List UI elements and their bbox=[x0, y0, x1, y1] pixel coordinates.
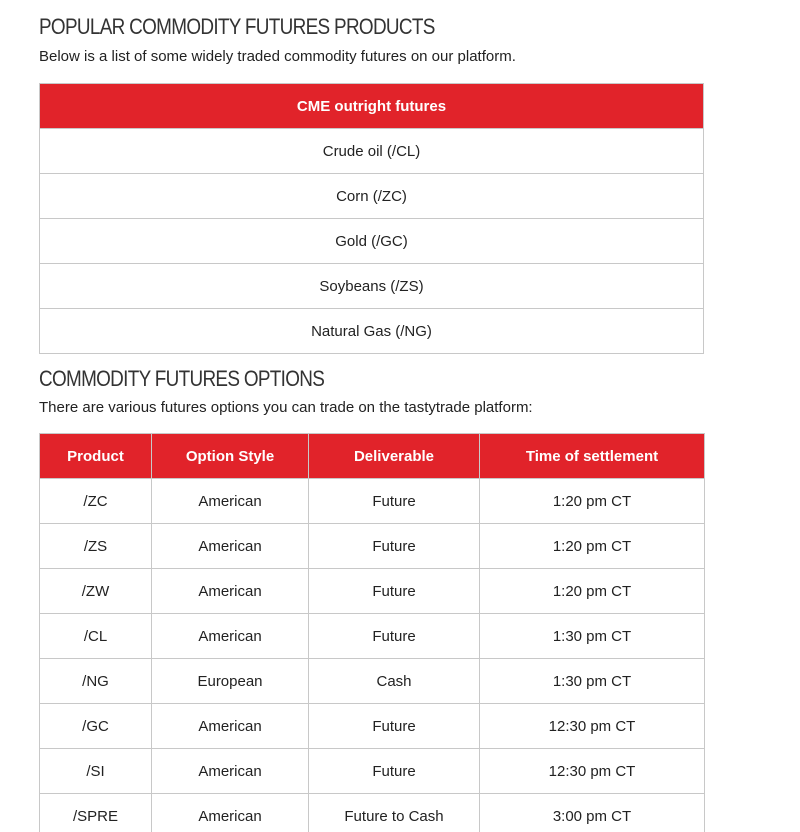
table-header-row bbox=[40, 434, 705, 479]
cell-time-of-settlement: 12:30 pm CT bbox=[480, 749, 705, 794]
column-header-product: Product bbox=[40, 434, 152, 479]
table-row bbox=[40, 704, 705, 749]
cell-option-style: American bbox=[152, 524, 309, 569]
table-cell-product: Crude oil (/CL) bbox=[40, 129, 704, 174]
cell-time-of-settlement: 1:30 pm CT bbox=[480, 659, 705, 704]
table-row bbox=[40, 264, 704, 309]
table-row bbox=[40, 794, 705, 832]
cell-product: /ZC bbox=[40, 479, 152, 524]
cell-deliverable: Future bbox=[309, 479, 480, 524]
table-cell-product: Corn (/ZC) bbox=[40, 174, 704, 219]
cell-product: /ZS bbox=[40, 524, 152, 569]
cell-product: /SI bbox=[40, 749, 152, 794]
table-header-row bbox=[40, 84, 704, 129]
cell-deliverable: Future bbox=[309, 704, 480, 749]
cell-time-of-settlement: 1:20 pm CT bbox=[480, 479, 705, 524]
cell-option-style: American bbox=[152, 704, 309, 749]
table-row bbox=[40, 479, 705, 524]
cell-time-of-settlement: 1:20 pm CT bbox=[480, 524, 705, 569]
cell-option-style: American bbox=[152, 479, 309, 524]
table-cell-product: Soybeans (/ZS) bbox=[40, 264, 704, 309]
table-row bbox=[40, 524, 705, 569]
table-row bbox=[40, 749, 705, 794]
table-row bbox=[40, 659, 705, 704]
cell-product: /ZW bbox=[40, 569, 152, 614]
cell-time-of-settlement: 3:00 pm CT bbox=[480, 794, 705, 832]
cell-option-style: American bbox=[152, 569, 309, 614]
futures-options-table bbox=[39, 433, 705, 832]
cell-option-style: European bbox=[152, 659, 309, 704]
table-row bbox=[40, 309, 704, 354]
section-title-futures-options: COMMODITY FUTURES OPTIONS bbox=[39, 366, 325, 391]
cell-product: /CL bbox=[40, 614, 152, 659]
table-row bbox=[40, 219, 704, 264]
cell-time-of-settlement: 1:20 pm CT bbox=[480, 569, 705, 614]
cell-deliverable: Future bbox=[309, 749, 480, 794]
section-title-futures-products: POPULAR COMMODITY FUTURES PRODUCTS bbox=[39, 14, 435, 39]
cell-product: /NG bbox=[40, 659, 152, 704]
column-header-deliverable: Deliverable bbox=[309, 434, 480, 479]
cell-product: /GC bbox=[40, 704, 152, 749]
column-header-time-of-settlement: Time of settlement bbox=[480, 434, 705, 479]
cell-option-style: American bbox=[152, 614, 309, 659]
column-header-cme-outright-futures: CME outright futures bbox=[40, 84, 704, 129]
cell-deliverable: Cash bbox=[309, 659, 480, 704]
cell-deliverable: Future to Cash bbox=[309, 794, 480, 832]
section-intro-futures-products: Below is a list of some widely traded commodity futures on our platform. bbox=[39, 48, 516, 65]
cell-option-style: American bbox=[152, 794, 309, 832]
table-row bbox=[40, 569, 705, 614]
cell-deliverable: Future bbox=[309, 524, 480, 569]
section-intro-futures-options: There are various futures options you can trade on the tastytrade platform: bbox=[39, 399, 533, 416]
futures-products-table bbox=[39, 83, 704, 354]
table-row bbox=[40, 174, 704, 219]
cell-deliverable: Future bbox=[309, 569, 480, 614]
cell-product: /SPRE bbox=[40, 794, 152, 832]
table-cell-product: Natural Gas (/NG) bbox=[40, 309, 704, 354]
column-header-option-style: Option Style bbox=[152, 434, 309, 479]
cell-option-style: American bbox=[152, 749, 309, 794]
table-cell-product: Gold (/GC) bbox=[40, 219, 704, 264]
cell-deliverable: Future bbox=[309, 614, 480, 659]
table-row bbox=[40, 614, 705, 659]
table-row bbox=[40, 129, 704, 174]
cell-time-of-settlement: 1:30 pm CT bbox=[480, 614, 705, 659]
cell-time-of-settlement: 12:30 pm CT bbox=[480, 704, 705, 749]
